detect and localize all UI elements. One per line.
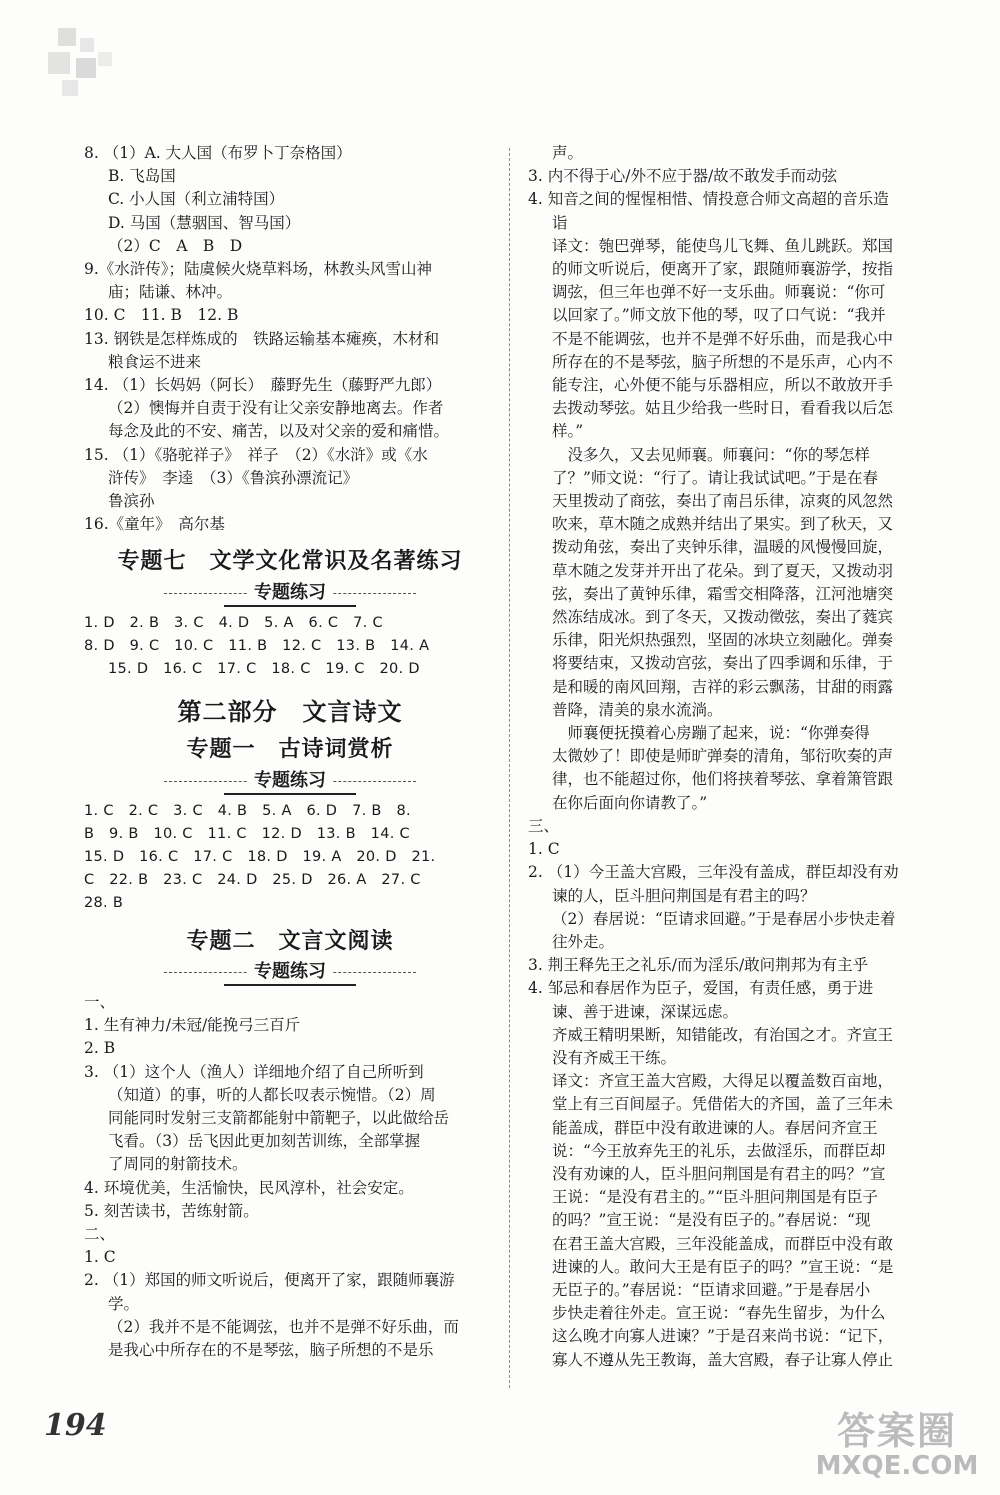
text-line: 寡人不遵从先王教诲，盖大宫殿，春子让寡人停止: [552, 1350, 894, 1369]
text-line: 乐律，阳光炽热强烈，坚固的冰块立刻融化。弹奏: [552, 631, 894, 650]
text-line: 去拨动琴弦。姑且少给我一些时日，看看我以后怎: [552, 399, 894, 418]
text-line: 调弦，但三年也弹不好一支乐曲。师襄说：“你可: [552, 283, 886, 302]
text-line: 10. C 11. B 12. B: [84, 306, 239, 325]
section-title: 专题七 文学文化常识及名著练习: [117, 549, 463, 575]
text-line: 步快走着往外走。宣王说：“春先生留步，为什么: [552, 1304, 886, 1323]
text-line: 堂上有三百间屋子。凭借偌大的齐国，盖了三年未: [552, 1095, 894, 1114]
text-line: 14. （1）长妈妈（阿长） 藤野先生（藤野严九郎）: [84, 376, 442, 395]
text-line: 谏、善于进谏，深谋远虑。: [552, 1002, 739, 1021]
section-title: 专题二 文言文阅读: [186, 928, 394, 954]
text-line: 每念及此的不安、痛苦，以及对父亲的爱和痛惜。: [108, 422, 450, 441]
text-line: 样。”: [552, 422, 584, 441]
text-line: 4. 知音之间的惺惺相惜、情投意合师文高超的音乐造: [528, 190, 889, 209]
text-line: 9.《水浒传》；陆虞候火烧草料场，林教头风雪山神: [84, 260, 433, 279]
text-line: 进谏的人。敢问大王是有臣子的吗？”宣王说：“是: [552, 1257, 894, 1276]
part-title: 第二部分 文言诗文: [177, 698, 403, 727]
column-divider: [509, 148, 510, 1388]
text-line: 了周同的射箭技术。: [108, 1155, 248, 1174]
left-column: [84, 142, 496, 1362]
text-line: 说：“今王放弃先王的礼乐，去做淫乐，而群臣却: [552, 1141, 886, 1160]
text-line: D. 马国（慧骃国、智马国）: [108, 213, 301, 232]
text-line: 二、: [84, 1224, 116, 1243]
text-line: 谏的人，臣斗胆问荆国是有君主的吗？: [552, 886, 816, 905]
corner-decoration-icon: [38, 18, 128, 108]
subsection-label: [84, 959, 496, 985]
text-line: 3. 内不得于心/外不应于器/故不敢发手而动弦: [528, 167, 838, 186]
text-line: 4. 邹忌和春居作为臣子，爱国，有责任感，勇于进: [528, 979, 874, 998]
text-line: 2. B: [84, 1039, 116, 1058]
text-line: 2. （1）郑国的师文听说后，便离开了家，跟随师襄游: [84, 1271, 455, 1290]
answer-key-line: 1. D 2. B 3. C 4. D 5. A 6. C 7. C: [84, 614, 383, 631]
subsection-label: [84, 580, 496, 606]
text-line: 庙；陆谦、林冲。: [108, 283, 233, 302]
text-line: 以回家了。”师文放下他的琴，叹了口气说：“我并: [552, 306, 886, 325]
text-line: 13. 钢铁是怎样炼成的 铁路运输基本瘫痪，木材和: [84, 329, 440, 348]
text-line: 律，也不能超过你，他们将挟着琴弦、拿着箫管跟: [552, 770, 894, 789]
subsection-label: [84, 768, 496, 794]
text-line: 没多久，又去见师襄。师襄问：“你的琴怎样: [552, 445, 870, 464]
text-line: 译文：匏巴弹琴，能使鸟儿飞舞、鱼儿跳跃。郑国: [552, 236, 894, 255]
text-line: 声。: [552, 144, 584, 162]
text-line: 没有齐威王干练。: [552, 1048, 677, 1067]
text-line: 天里拨动了商弦，奏出了南吕乐律，凉爽的风忽然: [552, 492, 894, 511]
text-line: 无臣子的。”春居说：“臣请求回避。”于是春居小: [552, 1280, 871, 1299]
text-line: 能盖成，群臣中没有敢进谏的人。春居问齐宣王: [552, 1118, 878, 1137]
text-line: 3. （1）这个人（渔人）详细地介绍了自己所听到: [84, 1062, 424, 1081]
text-line: 拨动角弦，奏出了夹钟乐律，温暖的风慢慢回旋，: [552, 538, 894, 557]
text-line: 一、: [84, 992, 116, 1011]
text-line: 太微妙了！即使是师旷弹奏的清角，邹衍吹奏的声: [552, 747, 894, 766]
answer-key-line: 28. B: [84, 895, 124, 912]
text-line: 草木随之发芽并开出了花朵。到了夏天，又拨动羽: [552, 561, 894, 580]
text-line: 是和暖的南风回翔，吉祥的彩云飘荡，甘甜的雨露: [552, 677, 894, 696]
text-line: 飞看。（3）岳飞因此更加刻苦训练，全部掌握: [108, 1132, 421, 1151]
subsection-label-text: 专题练习: [248, 961, 332, 982]
text-line: 王说：“是没有君主的。”“臣斗胆问荆国是有臣子: [552, 1188, 879, 1207]
text-line: （2）春居说：“臣请求回避。”于是春居小步快走着: [552, 909, 896, 928]
answer-key-line: 15. D 16. C 17. C 18. C 19. C 20. D: [108, 661, 420, 678]
text-line: C. 小人国（利立浦特国）: [108, 190, 285, 209]
text-line: 2. （1）今王盖大宫殿，三年没有盖成，群臣却没有劝: [528, 863, 899, 882]
text-line: 同能同时发射三支箭都能射中箭靶子，以此做给岳: [108, 1108, 450, 1127]
text-line: 粮食运不进来: [108, 352, 202, 371]
text-line: （知道）的事，听的人都长叹表示惋惜。（2）周: [108, 1085, 436, 1104]
text-line: 往外走。: [552, 932, 615, 951]
text-line: 5. 刻苦读书，苦练射箭。: [84, 1201, 259, 1220]
subsection-label-text: 专题练习: [248, 582, 332, 603]
answer-key-line: 1. C 2. C 3. C 4. B 5. A 6. D 7. B 8.: [84, 802, 411, 819]
text-line: 在你后面向你请教了。”: [552, 793, 708, 812]
text-line: 然冻结成冰。到了冬天，又拨动徵弦，奏出了蕤宾: [552, 608, 894, 627]
text-line: 三、: [528, 816, 560, 835]
text-line: 没有劝谏的人，臣斗胆问荆国是有君主的吗？”宣: [552, 1164, 886, 1183]
answer-key-line: 15. D 16. C 17. C 18. D 19. A 20. D 21.: [84, 849, 436, 866]
text-line: 3. 荆王释先王之礼乐/而为淫乐/敢问荆邦为有主乎: [528, 956, 869, 975]
text-line: 这么晚才向寡人进谏？”于是召来尚书说：“记下，: [552, 1327, 894, 1346]
right-column: [528, 142, 942, 1372]
text-line: 1. 生有神力/未冠/能挽弓三百斤: [84, 1016, 301, 1035]
text-line: （2）我并不是不能调弦，也并不是弹不好乐曲，而: [108, 1317, 459, 1336]
text-line: 齐威王精明果断，知错能改，有治国之才。齐宣王: [552, 1025, 894, 1044]
answer-key-line: 8. D 9. C 10. C 11. B 12. C 13. B 14. A: [84, 637, 430, 654]
text-line: （2）懊悔并自责于没有让父亲安静地离去。作者: [108, 399, 444, 418]
text-line: 不是不能调弦，也并不是弹不好乐曲，而是我心中: [552, 329, 894, 348]
text-line: （2）C A B D: [108, 236, 243, 255]
text-line: 吹来，草木随之成熟并结出了果实。到了秋天，又: [552, 515, 894, 534]
text-line: 学。: [108, 1294, 140, 1313]
text-line: 师襄便抚摸着心房蹦了起来，说：“你弹奏得: [552, 724, 870, 743]
watermark: [812, 1400, 982, 1490]
text-line: 的吗？”宣王说：“是没有臣子的。”春居说：“现: [552, 1211, 871, 1230]
text-line: 的师文听说后，便离开了家，跟随师襄游学，按指: [552, 260, 894, 279]
text-line: 鲁滨孙: [108, 492, 155, 511]
page-number: 194: [44, 1408, 107, 1443]
text-line: 普降，清美的泉水流淌。: [552, 700, 723, 719]
text-line: 了？”师文说：“行了。请让我试试吧。”于是在春: [552, 468, 879, 487]
text-line: 浒传》 李逵 （3）《鲁滨孙漂流记》: [108, 468, 359, 487]
text-line: 将要结束，又拨动宫弦，奏出了四季调和乐律，于: [552, 654, 894, 673]
text-line: 弦，奏出了黄钟乐律，霜雪交相降落，江河池塘突: [552, 584, 894, 603]
text-line: 8. （1）A. 大人国（布罗卜丁奈格国）: [84, 144, 352, 162]
watermark-logo-text: 答案圈: [836, 1409, 957, 1453]
text-line: 诣: [552, 213, 568, 232]
text-line: 16.《童年》 高尔基: [84, 515, 225, 534]
section-title: 专题一 古诗词赏析: [186, 737, 394, 763]
text-line: 4. 环境优美，生活愉快，民风淳朴，社会安定。: [84, 1178, 414, 1197]
answer-key-line: C 22. B 23. C 24. D 25. D 26. A 27. C: [84, 872, 421, 889]
subsection-label-text: 专题练习: [248, 770, 332, 791]
text-line: 是我心中所存在的不是琴弦，脑子所想的不是乐: [108, 1340, 434, 1359]
text-line: B. 飞岛国: [108, 167, 176, 186]
text-line: 所存在的不是琴弦，脑子所想的不是乐声，心内不: [552, 352, 894, 371]
text-line: 译文：齐宣王盖大宫殿，大得足以覆盖数百亩地，: [552, 1072, 894, 1091]
text-line: 1. C: [528, 840, 560, 859]
text-line: 15. （1）《骆驼祥子》 祥子 （2）《水浒》或《水: [84, 445, 428, 464]
text-line: 能专注，心外便不能与乐器相应，所以不敢放开手: [552, 376, 894, 395]
text-line: 1. C: [84, 1248, 116, 1267]
answer-key-line: B 9. B 10. C 11. C 12. D 13. B 14. C: [84, 825, 410, 842]
text-line: 在君王盖大宫殿，三年没能盖成，而群臣中没有敢: [552, 1234, 894, 1253]
watermark-site-text: MXQE.COM: [815, 1451, 979, 1481]
